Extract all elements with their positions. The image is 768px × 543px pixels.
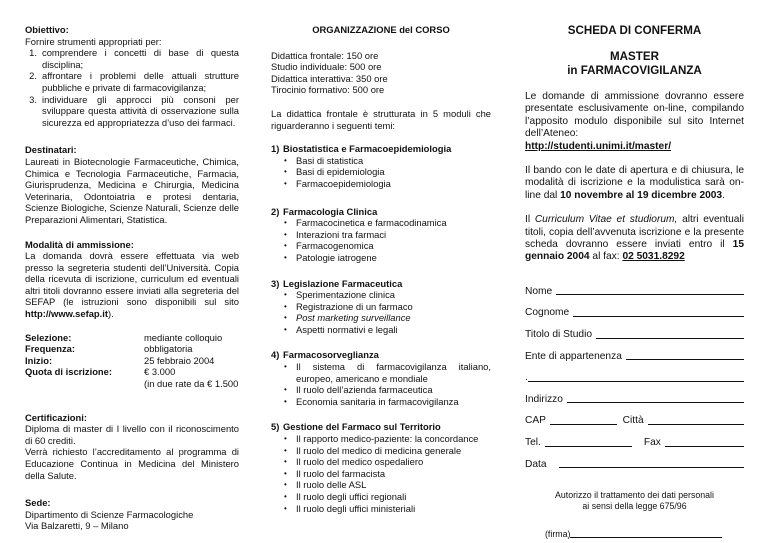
table-row: Quota di iscrizione: € 3.000 [25, 366, 176, 378]
modulo-list [284, 217, 491, 263]
obiettivi-list [25, 47, 239, 128]
master-title-line-1: MASTER [610, 50, 659, 63]
ente-field[interactable]: Ente di appartenenza [525, 341, 744, 363]
list-item: • Patologie iatrogene [284, 251, 377, 263]
bullet-icon: • [284, 290, 287, 300]
nome-field[interactable]: Nome [525, 276, 744, 298]
cap-citta-row [525, 405, 744, 427]
bullet-icon: • [284, 301, 287, 311]
table-row: Frequenza: obbligatoria [25, 343, 193, 355]
list-item: • Basi di epidemiologia [284, 166, 385, 178]
bullet-icon: • [284, 252, 287, 262]
modalita-heading: Modalità di ammissione: [25, 238, 134, 250]
list-item: • Aspetti normativi e legali [284, 323, 398, 335]
bullet-icon: • [284, 396, 287, 406]
bullet-icon: • [284, 155, 287, 165]
indirizzo-field[interactable]: Indirizzo [525, 384, 744, 406]
sede-line-2: Via Balzaretti, 9 – Milano [25, 520, 129, 532]
list-item: • Il ruolo del medico ospedaliero [284, 456, 424, 468]
moduli-intro: La didattica frontale è strutturata in 5 moduli che riguarderanno i seguenti temi: [271, 107, 491, 131]
bullet-icon: • [284, 434, 287, 444]
ore-line: Tirocinio formativo: 500 ore [271, 84, 385, 96]
obiettivo-heading: Obiettivo: [25, 24, 69, 35]
cap-label: CAP [525, 415, 546, 427]
list-item: • Il ruolo del farmacista [284, 467, 386, 479]
table-row: Selezione: mediante colloquio [25, 331, 223, 343]
destinatari-text: Laureati in Biotecnologie Farmaceutiche, Chimica, Chimica e Tecnologia Farmaceutiche, Farmacia, Giurisprudenza, Medicina e Chirurgia, Medicina Veterinaria, Odontoiatria e protesi dentaria, Scienze Biologiche, Scienze Naturali, Scienze delle Preparazioni Alimentari, Statistica. [25, 155, 239, 225]
list-item: • Il ruolo degli uffici regionali [284, 491, 407, 502]
autorizzo-line-1: Autorizzo il trattamento dei dati personali [555, 490, 714, 501]
modalita-text: La domanda dovrà essere effettuata via web presso la segreteria studenti dell’Università. Copia della ricevuta di iscrizione, curriculum ed eventuali altri titoli dovranno essere inviati alla segreteria del SEFAP (le istruzioni sono disponibili sul sito http://www.sefap.it). [25, 250, 239, 320]
list-item: 3. individuare gli approcci più consoni per sviluppare questa attività di osservazione sulla sicurezza ed appropriatezza d’uso dei farmaci. [29, 93, 239, 128]
citta-field[interactable] [648, 415, 744, 425]
list-item: • Il ruolo degli uffici ministeriali [284, 502, 416, 514]
list-item: • Il sistema di farmacovigilanza italiano, europeo, americano e mondiale [284, 361, 491, 384]
modulo-title: 3) Legislazione Farmaceutica [271, 277, 403, 289]
sede-heading: Sede: [25, 497, 51, 509]
tel-label: Tel. [525, 437, 541, 449]
bullet-icon: • [284, 362, 287, 372]
list-item: • Farmacoepidemiologia [284, 177, 391, 189]
table-row: Inizio: 25 febbraio 2004 [25, 354, 215, 366]
organizzazione-title: ORGANIZZAZIONE del CORSO [312, 24, 450, 35]
data-field[interactable]: Data [525, 449, 744, 471]
modulo-title: 4) Farmacosorveglianza [271, 349, 379, 361]
modulo-title: 2) Farmacologia Clinica [271, 205, 378, 217]
bullet-icon: • [284, 218, 287, 228]
list-item: • Economia sanitaria in farmacovigilanza [284, 395, 459, 407]
firma-field[interactable]: (firma) [525, 526, 744, 540]
fax-label: Fax [643, 437, 661, 449]
modulo-list [284, 433, 491, 514]
unimi-link[interactable]: http://studenti.unimi.it/master/ [525, 140, 672, 152]
cognome-field[interactable]: Cognome [525, 297, 744, 319]
bullet-icon: • [284, 385, 287, 395]
bullet-icon: • [284, 468, 287, 478]
modulo-title: 5) Gestione del Farmaco sul Territorio [271, 421, 441, 433]
citta-label: Città [622, 415, 644, 427]
bullet-icon: • [284, 178, 287, 188]
fax-field[interactable] [665, 437, 744, 447]
info-table [25, 332, 238, 390]
bando-paragraph: Il bando con le date di apertura e di chiusura, le modalità di iscrizione e la modulistica sarà on-line dal 10 novembre al 19 dicembre 2003. [525, 165, 744, 201]
column-middle [271, 0, 491, 543]
list-item: • Il rapporto medico-paziente: la concordance [284, 433, 479, 445]
bullet-icon: • [284, 324, 287, 334]
bullet-icon: • [284, 503, 287, 513]
table-row: (in due rate da € 1.500 [144, 378, 239, 390]
column-right [525, 0, 744, 543]
modulo-list [284, 289, 491, 335]
certificazioni-text-2: Verrà richiesto l’accreditamento al programma di Educazione Continua in Medicina del Ministero della Salute. [25, 446, 239, 481]
list-item: 1. comprendere i concetti di base di questa disciplina; [29, 47, 239, 70]
list-item: • Sperimentazione clinica [284, 289, 396, 301]
bullet-icon: • [284, 167, 287, 177]
bullet-icon: • [284, 313, 287, 323]
modulo-list [284, 361, 491, 407]
autorizzo-line-2: ai sensi della legge 675/96 [582, 501, 687, 512]
bullet-icon: • [284, 480, 287, 490]
domande-paragraph: Le domande di ammissione dovranno essere presentate esclusivamente on-line, compilando l’apposito modulo disponibile sul sito Internet dell’Ateneo: http://studenti.unimi.it/master/ [525, 91, 744, 152]
list-item: • Il ruolo delle ASL [284, 479, 367, 491]
curriculum-paragraph: Il Curriculum Vitae et studiorum, altri eventuali titoli, copia dell’avvenuta iscrizione e la presente scheda dovranno essere inviati entro il 15 gennaio 2004 al fax: 02 5031.8292 [525, 214, 744, 263]
destinatari-heading: Destinatari: [25, 144, 77, 156]
bullet-icon: • [284, 492, 287, 501]
bullet-icon: • [284, 229, 287, 239]
ente-field-continued[interactable]: . [525, 362, 744, 384]
modulo-title: 1) Biostatistica e Farmacoepidemiologia [271, 143, 452, 155]
titolo-studio-field[interactable]: Titolo di Studio [525, 319, 744, 341]
master-title-line-2: in FARMACOVIGILANZA [567, 64, 702, 77]
list-item: • Registrazione di un farmaco [284, 300, 413, 312]
modulo-list [284, 155, 491, 190]
column-left [25, 0, 239, 543]
certificazioni-text-1: Diploma di master di I livello con il riconoscimento di 60 crediti. [25, 423, 239, 446]
sefap-link[interactable]: http://www.sefap.it [25, 308, 108, 320]
tel-field[interactable] [545, 437, 632, 447]
list-item: • Il ruolo del medico di medicina generale [284, 444, 462, 456]
bullet-icon: • [284, 457, 287, 467]
list-item: • Farmacocinetica e farmacodinamica [284, 217, 447, 229]
ore-line: Didattica frontale: 150 ore [271, 49, 379, 61]
list-item: • Interazioni tra farmaci [284, 228, 387, 240]
bullet-icon: • [284, 241, 287, 251]
obiettivo-intro: Fornire strumenti appropriati per: [25, 35, 162, 47]
list-item: • Il ruolo dell’azienda farmaceutica [284, 384, 433, 396]
cap-field[interactable] [550, 415, 617, 425]
tel-fax-row [525, 427, 744, 449]
list-item: • Farmacogenomica [284, 240, 374, 252]
ore-line: Didattica interattiva: 350 ore [271, 72, 388, 84]
list-item: 2. affrontare i problemi delle attuali strutture pubbliche e private di farmacovigilanza; [29, 70, 239, 93]
list-item: • Basi di statistica [284, 154, 364, 166]
fax-number: 02 5031.8292 [622, 251, 685, 263]
ore-line: Studio individuale: 500 ore [271, 61, 382, 73]
scheda-title: SCHEDA DI CONFERMA [567, 24, 702, 37]
certificazioni-heading: Certificazioni: [25, 411, 87, 423]
list-item: • Post marketing surveillance [284, 312, 411, 324]
sede-line-1: Dipartimento di Scienze Farmacologiche [25, 508, 194, 520]
bullet-icon: • [284, 445, 287, 455]
